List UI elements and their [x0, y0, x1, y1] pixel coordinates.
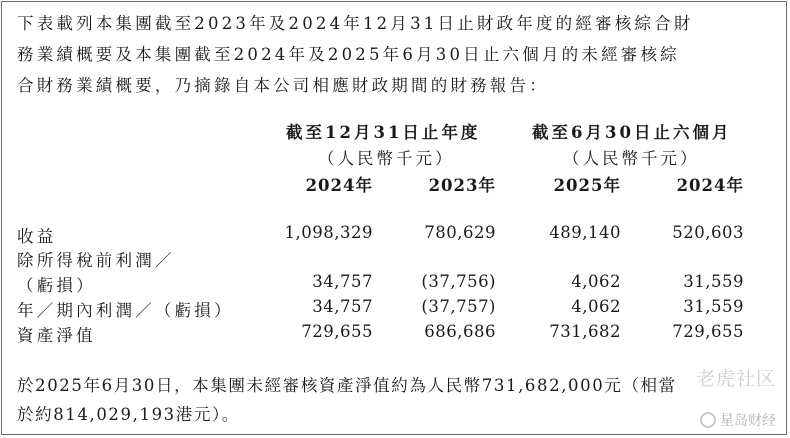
- cell-pbt-h1-2025: 4,062: [571, 272, 621, 291]
- year-header-2023: 2023年: [428, 176, 496, 195]
- row-label-net-assets: 資產淨值: [17, 326, 96, 345]
- year-header-2024-h1: 2024年: [676, 176, 744, 195]
- cell-revenue-h1-2025: 489,140: [549, 223, 621, 242]
- unit-label-year: （人民幣千元）: [318, 149, 455, 168]
- group-header-year: 截至12月31日止年度: [286, 123, 481, 142]
- cell-pbt-2023: (37,756): [421, 272, 496, 291]
- watermark-tiger-community: 老虎社区: [695, 368, 776, 390]
- watermark-singtao: [700, 410, 776, 430]
- row-label-pbt-line1: 除所得稅前利潤／: [17, 251, 175, 270]
- intro-line-2: 務業績概要及本集團截至2024年及2025年6月30日止六個月的未經審核綜: [17, 45, 680, 64]
- cell-profit-h1-2024: 31,559: [683, 297, 744, 316]
- cell-profit-2023: (37,757): [421, 297, 496, 316]
- unit-label-sixmonth: （人民幣千元）: [563, 149, 700, 168]
- row-label-revenue: 收益: [17, 227, 57, 246]
- document-frame: [1, 1, 787, 435]
- row-label-pbt-line2: （虧損）: [17, 276, 96, 295]
- singtao-logo-icon: [700, 412, 716, 428]
- cell-profit-2024: 34,757: [312, 297, 373, 316]
- group-header-sixmonth: 截至6月30日止六個月: [532, 123, 732, 142]
- year-header-2024: 2024年: [305, 176, 373, 195]
- cell-pbt-h1-2024: 31,559: [683, 272, 744, 291]
- cell-revenue-2023: 780,629: [424, 223, 496, 242]
- footnote-line-2: 於約814,029,193港元）。: [17, 405, 240, 424]
- intro-line-1: 下表載列本集團截至2023年及2024年12月31日止財政年度的經審核綜合財: [17, 14, 694, 33]
- cell-net-assets-2023: 686,686: [424, 322, 496, 341]
- cell-revenue-h1-2024: 520,603: [672, 223, 744, 242]
- cell-net-assets-h1-2024: 729,655: [672, 322, 744, 341]
- cell-revenue-2024: 1,098,329: [284, 223, 373, 242]
- cell-pbt-2024: 34,757: [312, 272, 373, 291]
- intro-line-3: 合財務業績概要，乃摘錄自本公司相應財政期間的財務報告：: [17, 76, 549, 95]
- cell-net-assets-h1-2025: 731,682: [549, 322, 621, 341]
- row-label-profit: 年／期內利潤／（虧損）: [17, 301, 234, 320]
- year-header-2025: 2025年: [553, 176, 621, 195]
- watermark-singtao-text: 星岛财经: [720, 413, 776, 429]
- footnote-line-1: 於2025年6月30日，本集團未經審核資產淨值約為人民幣731,682,000元（相當: [17, 376, 677, 395]
- cell-net-assets-2024: 729,655: [301, 322, 373, 341]
- cell-profit-h1-2025: 4,062: [571, 297, 621, 316]
